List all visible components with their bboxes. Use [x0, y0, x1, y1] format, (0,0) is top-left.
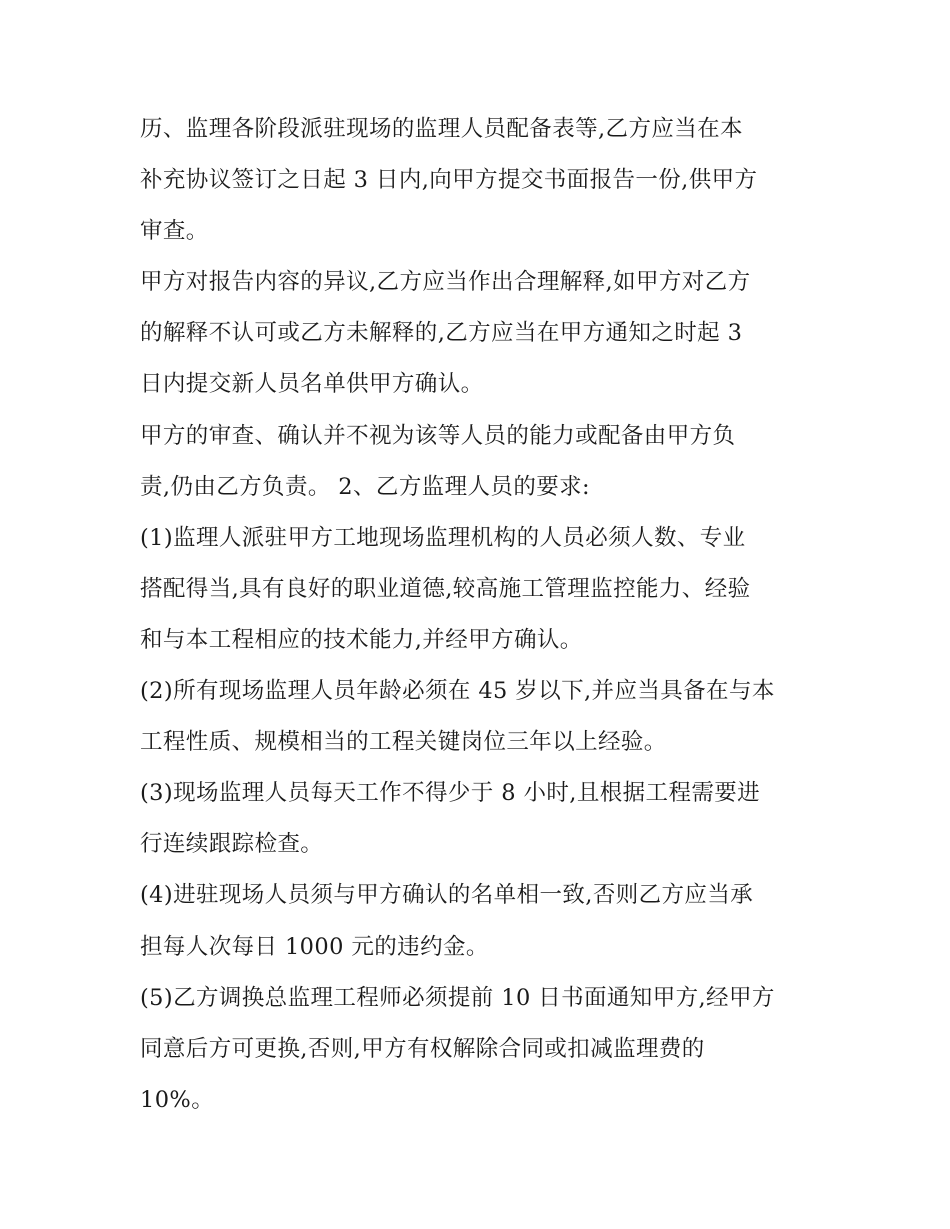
text-line: 的解释不认可或乙方未解释的,乙方应当在甲方通知之时起 3 — [140, 320, 743, 347]
text-line: 10%。 — [140, 1086, 215, 1113]
text-line: 担每人次每日 1000 元的违约金。 — [140, 933, 489, 960]
text-line: 审查。 — [140, 218, 209, 245]
text-line: 甲方的审查、确认并不视为该等人员的能力或配备由甲方负 — [140, 422, 736, 449]
text-line: 历、监理各阶段派驻现场的监理人员配备表等,乙方应当在本 — [140, 116, 743, 142]
text-line: 行连续跟踪检查。 — [140, 831, 324, 858]
text-line: (1)监理人派驻甲方工地现场监理机构的人员必须人数、专业 — [140, 524, 746, 551]
text-line: (4)进驻现场人员须与甲方确认的名单相一致,否则乙方应当承 — [140, 882, 754, 909]
text-line: 工程性质、规模相当的工程关键岗位三年以上经验。 — [140, 729, 667, 756]
text-line: 搭配得当,具有良好的职业道德,较高施工管理监控能力、经验 — [140, 575, 751, 602]
text-line: (5)乙方调换总监理工程师必须提前 10 日书面通知甲方,经甲方 — [140, 984, 775, 1011]
text-line: (3)现场监理人员每天工作不得少于 8 小时,且根据工程需要进 — [140, 780, 761, 807]
text-line: 责,仍由乙方负责。 2、乙方监理人员的要求: — [140, 473, 591, 500]
document-body — [140, 110, 820, 1132]
text-line: (2)所有现场监理人员年龄必须在 45 岁以下,并应当具备在与本 — [140, 678, 775, 705]
text-line: 甲方对报告内容的异议,乙方应当作出合理解释,如甲方对乙方 — [140, 269, 751, 296]
text-line: 同意后方可更换,否则,甲方有权解除合同或扣减监理费的 — [140, 1035, 705, 1062]
text-line: 日内提交新人员名单供甲方确认。 — [140, 371, 484, 398]
text-line: 和与本工程相应的技术能力,并经甲方确认。 — [140, 626, 583, 653]
text-line: 补充协议签订之日起 3 日内,向甲方提交书面报告一份,供甲方 — [140, 167, 758, 194]
